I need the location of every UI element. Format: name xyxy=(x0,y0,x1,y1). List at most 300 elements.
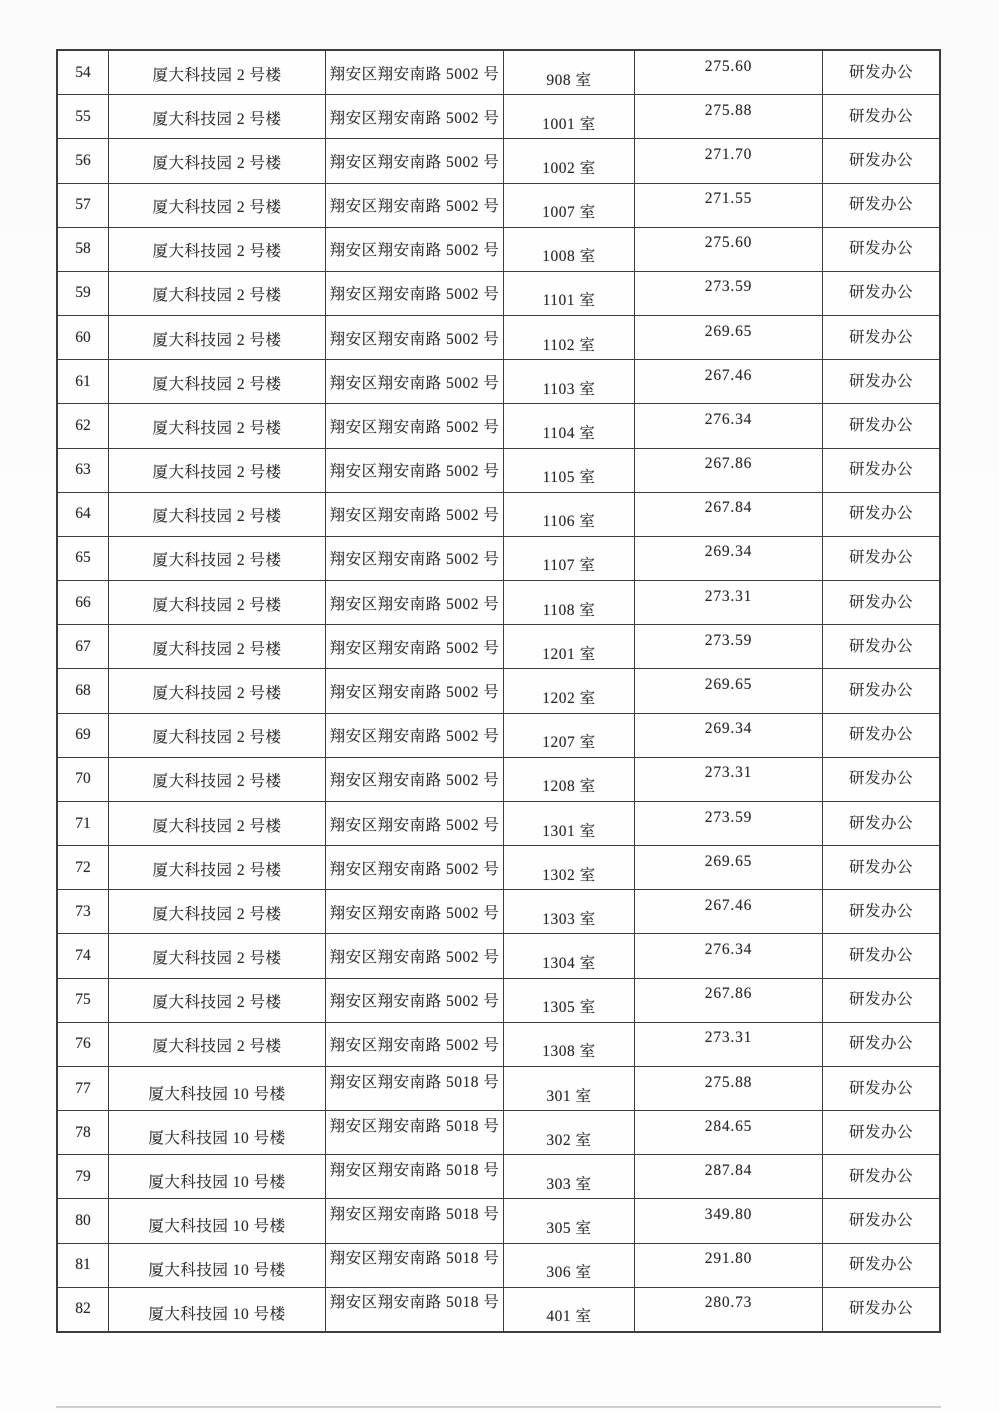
room-text: 1104 室 xyxy=(542,424,596,442)
building-text: 厦大科技园 2 号楼 xyxy=(152,66,282,84)
building-cell xyxy=(109,95,326,138)
usage-cell xyxy=(823,404,939,447)
room-text: 908 室 xyxy=(546,71,592,89)
row-number-cell xyxy=(58,1288,109,1331)
building-text: 厦大科技园 2 号楼 xyxy=(152,729,282,747)
building-text: 厦大科技园 2 号楼 xyxy=(152,508,282,526)
room-cell xyxy=(504,1067,635,1110)
building-cell xyxy=(109,139,326,182)
area-cell xyxy=(635,51,823,94)
table-row xyxy=(58,846,939,890)
room-text: 301 室 xyxy=(546,1087,592,1105)
row-number-text: 61 xyxy=(75,372,91,390)
usage-cell xyxy=(823,846,939,889)
address-cell xyxy=(326,1023,504,1066)
address-text: 翔安区翔安南路 5018 号 xyxy=(329,1117,500,1135)
area-cell xyxy=(635,404,823,447)
row-number-cell xyxy=(58,51,109,94)
building-cell xyxy=(109,846,326,889)
area-cell xyxy=(635,802,823,845)
room-cell xyxy=(504,1244,635,1287)
room-text: 1202 室 xyxy=(542,689,596,707)
area-text: 267.86 xyxy=(704,985,753,1003)
room-cell xyxy=(504,714,635,757)
area-text: 275.60 xyxy=(704,234,753,252)
usage-cell xyxy=(823,1288,939,1331)
area-text: 273.59 xyxy=(704,631,753,649)
room-cell xyxy=(504,316,635,359)
table-row xyxy=(58,1155,939,1199)
row-number-cell xyxy=(58,846,109,889)
row-number-cell xyxy=(58,979,109,1022)
row-number-text: 76 xyxy=(75,1035,91,1053)
row-number-text: 75 xyxy=(75,991,91,1009)
address-cell xyxy=(326,1111,504,1154)
address-text: 翔安区翔安南路 5002 号 xyxy=(329,683,500,701)
room-cell xyxy=(504,1155,635,1198)
room-text: 401 室 xyxy=(546,1308,592,1326)
row-number-text: 71 xyxy=(75,814,91,832)
address-cell xyxy=(326,1155,504,1198)
room-text: 1208 室 xyxy=(542,778,596,796)
row-number-text: 81 xyxy=(75,1256,91,1274)
row-number-text: 82 xyxy=(75,1300,91,1318)
usage-cell xyxy=(823,1199,939,1242)
address-cell xyxy=(326,537,504,580)
room-text: 1007 室 xyxy=(542,204,596,222)
table-row xyxy=(58,669,939,713)
row-number-cell xyxy=(58,1199,109,1242)
building-cell xyxy=(109,1288,326,1331)
row-number-text: 57 xyxy=(75,196,91,214)
address-cell xyxy=(326,184,504,227)
area-text: 280.73 xyxy=(704,1294,753,1312)
usage-text: 研发办公 xyxy=(848,770,913,788)
address-text: 翔安区翔安南路 5002 号 xyxy=(329,728,500,746)
room-text: 1302 室 xyxy=(542,866,596,884)
building-cell xyxy=(109,449,326,492)
usage-text: 研发办公 xyxy=(848,814,913,832)
table-row xyxy=(58,404,939,448)
address-text: 翔安区翔安南路 5002 号 xyxy=(329,1037,500,1055)
area-text: 284.65 xyxy=(704,1117,753,1135)
usage-text: 研发办公 xyxy=(848,681,913,699)
building-cell xyxy=(109,537,326,580)
room-cell xyxy=(504,360,635,403)
row-number-text: 68 xyxy=(75,681,91,699)
area-text: 275.88 xyxy=(704,101,753,119)
address-cell xyxy=(326,846,504,889)
usage-text: 研发办公 xyxy=(848,1035,913,1053)
room-cell xyxy=(504,1111,635,1154)
row-number-text: 66 xyxy=(75,593,91,611)
table-row xyxy=(58,1244,939,1288)
table-row xyxy=(58,934,939,978)
area-cell xyxy=(635,758,823,801)
address-cell xyxy=(326,581,504,624)
table-row xyxy=(58,714,939,758)
building-cell xyxy=(109,581,326,624)
usage-cell xyxy=(823,1023,939,1066)
area-text: 267.46 xyxy=(704,896,753,914)
room-cell xyxy=(504,669,635,712)
building-cell xyxy=(109,51,326,94)
usage-text: 研发办公 xyxy=(848,240,913,258)
usage-text: 研发办公 xyxy=(848,1079,913,1097)
usage-cell xyxy=(823,449,939,492)
building-cell xyxy=(109,979,326,1022)
area-cell xyxy=(635,846,823,889)
address-cell xyxy=(326,272,504,315)
table-row xyxy=(58,51,939,95)
usage-text: 研发办公 xyxy=(848,1300,913,1318)
room-text: 1201 室 xyxy=(542,645,596,663)
table-row xyxy=(58,802,939,846)
row-number-cell xyxy=(58,625,109,668)
table-row xyxy=(58,184,939,228)
building-text: 厦大科技园 2 号楼 xyxy=(152,684,282,702)
address-text: 翔安区翔安南路 5002 号 xyxy=(329,595,500,613)
property-table xyxy=(56,49,941,1333)
area-cell xyxy=(635,1244,823,1287)
address-cell xyxy=(326,493,504,536)
address-cell xyxy=(326,360,504,403)
address-cell xyxy=(326,758,504,801)
building-cell xyxy=(109,272,326,315)
room-cell xyxy=(504,846,635,889)
row-number-cell xyxy=(58,1067,109,1110)
address-text: 翔安区翔安南路 5002 号 xyxy=(329,109,500,127)
row-number-cell xyxy=(58,1111,109,1154)
row-number-text: 58 xyxy=(75,240,91,258)
address-cell xyxy=(326,404,504,447)
usage-cell xyxy=(823,979,939,1022)
building-text: 厦大科技园 2 号楼 xyxy=(152,817,282,835)
address-text: 翔安区翔安南路 5002 号 xyxy=(329,639,500,657)
area-cell xyxy=(635,714,823,757)
building-cell xyxy=(109,316,326,359)
row-number-text: 55 xyxy=(75,107,91,125)
usage-cell xyxy=(823,1244,939,1287)
address-cell xyxy=(326,802,504,845)
address-text: 翔安区翔安南路 5002 号 xyxy=(329,286,500,304)
row-number-text: 60 xyxy=(75,328,91,346)
area-cell xyxy=(635,1023,823,1066)
room-cell xyxy=(504,581,635,624)
building-text: 厦大科技园 2 号楼 xyxy=(152,1038,282,1056)
address-cell xyxy=(326,139,504,182)
row-number-cell xyxy=(58,669,109,712)
building-text: 厦大科技园 2 号楼 xyxy=(152,950,282,968)
address-text: 翔安区翔安南路 5002 号 xyxy=(329,551,500,569)
building-cell xyxy=(109,669,326,712)
room-cell xyxy=(504,625,635,668)
row-number-cell xyxy=(58,228,109,271)
row-number-cell xyxy=(58,1244,109,1287)
building-text: 厦大科技园 10 号楼 xyxy=(148,1262,286,1280)
row-number-cell xyxy=(58,272,109,315)
address-cell xyxy=(326,51,504,94)
row-number-text: 63 xyxy=(75,461,91,479)
address-cell xyxy=(326,714,504,757)
address-text: 翔安区翔安南路 5018 号 xyxy=(329,1206,500,1224)
area-cell xyxy=(635,272,823,315)
usage-cell xyxy=(823,95,939,138)
area-text: 269.34 xyxy=(704,720,753,738)
area-cell xyxy=(635,360,823,403)
usage-text: 研发办公 xyxy=(848,947,913,965)
usage-cell xyxy=(823,316,939,359)
row-number-cell xyxy=(58,449,109,492)
address-cell xyxy=(326,669,504,712)
area-text: 273.59 xyxy=(704,278,753,296)
building-text: 厦大科技园 2 号楼 xyxy=(152,287,282,305)
address-cell xyxy=(326,625,504,668)
building-cell xyxy=(109,1155,326,1198)
address-text: 翔安区翔安南路 5002 号 xyxy=(329,772,500,790)
row-number-cell xyxy=(58,184,109,227)
building-cell xyxy=(109,802,326,845)
building-text: 厦大科技园 2 号楼 xyxy=(152,596,282,614)
row-number-cell xyxy=(58,316,109,359)
row-number-cell xyxy=(58,758,109,801)
address-cell xyxy=(326,1288,504,1331)
area-cell xyxy=(635,449,823,492)
area-cell xyxy=(635,1111,823,1154)
row-number-text: 59 xyxy=(75,284,91,302)
address-text: 翔安区翔安南路 5002 号 xyxy=(329,242,500,260)
usage-text: 研发办公 xyxy=(848,63,913,81)
page-bottom-line xyxy=(56,1406,941,1408)
usage-cell xyxy=(823,493,939,536)
row-number-cell xyxy=(58,404,109,447)
usage-text: 研发办公 xyxy=(848,196,913,214)
building-text: 厦大科技园 2 号楼 xyxy=(152,861,282,879)
room-cell xyxy=(504,758,635,801)
area-cell xyxy=(635,581,823,624)
building-text: 厦大科技园 10 号楼 xyxy=(148,1085,286,1103)
area-text: 269.65 xyxy=(704,322,753,340)
building-cell xyxy=(109,1023,326,1066)
row-number-text: 56 xyxy=(75,151,91,169)
table-row xyxy=(58,979,939,1023)
usage-text: 研发办公 xyxy=(848,1123,913,1141)
address-text: 翔安区翔安南路 5018 号 xyxy=(329,1294,500,1312)
area-text: 287.84 xyxy=(704,1161,753,1179)
usage-cell xyxy=(823,1155,939,1198)
room-text: 1001 室 xyxy=(542,115,596,133)
address-text: 翔安区翔安南路 5002 号 xyxy=(329,65,500,83)
area-cell xyxy=(635,1155,823,1198)
area-cell xyxy=(635,184,823,227)
address-text: 翔安区翔安南路 5002 号 xyxy=(329,816,500,834)
building-cell xyxy=(109,1111,326,1154)
room-cell xyxy=(504,272,635,315)
building-text: 厦大科技园 2 号楼 xyxy=(152,419,282,437)
area-cell xyxy=(635,625,823,668)
address-text: 翔安区翔安南路 5002 号 xyxy=(329,153,500,171)
room-cell xyxy=(504,537,635,580)
usage-text: 研发办公 xyxy=(848,637,913,655)
area-cell xyxy=(635,139,823,182)
usage-cell xyxy=(823,51,939,94)
row-number-text: 74 xyxy=(75,947,91,965)
room-cell xyxy=(504,802,635,845)
room-text: 302 室 xyxy=(546,1131,592,1149)
address-text: 翔安区翔安南路 5002 号 xyxy=(329,374,500,392)
usage-cell xyxy=(823,537,939,580)
room-text: 1008 室 xyxy=(542,248,596,266)
building-cell xyxy=(109,625,326,668)
building-text: 厦大科技园 2 号楼 xyxy=(152,375,282,393)
area-cell xyxy=(635,228,823,271)
row-number-text: 77 xyxy=(75,1079,91,1097)
address-text: 翔安区翔安南路 5002 号 xyxy=(329,463,500,481)
area-text: 267.46 xyxy=(704,366,753,384)
address-cell xyxy=(326,1067,504,1110)
room-text: 1102 室 xyxy=(542,336,596,354)
area-cell xyxy=(635,537,823,580)
building-cell xyxy=(109,714,326,757)
usage-cell xyxy=(823,758,939,801)
building-text: 厦大科技园 2 号楼 xyxy=(152,199,282,217)
room-cell xyxy=(504,934,635,977)
area-text: 267.84 xyxy=(704,499,753,517)
room-text: 1304 室 xyxy=(542,955,596,973)
row-number-cell xyxy=(58,1155,109,1198)
table-row xyxy=(58,581,939,625)
usage-cell xyxy=(823,139,939,182)
usage-cell xyxy=(823,1067,939,1110)
table-row xyxy=(58,1023,939,1067)
building-cell xyxy=(109,228,326,271)
usage-text: 研发办公 xyxy=(848,107,913,125)
building-text: 厦大科技园 2 号楼 xyxy=(152,552,282,570)
row-number-text: 65 xyxy=(75,549,91,567)
usage-text: 研发办公 xyxy=(848,549,913,567)
room-text: 1108 室 xyxy=(542,601,596,619)
room-cell xyxy=(504,449,635,492)
area-cell xyxy=(635,1288,823,1331)
room-cell xyxy=(504,184,635,227)
building-cell xyxy=(109,758,326,801)
building-text: 厦大科技园 10 号楼 xyxy=(148,1129,286,1147)
row-number-cell xyxy=(58,493,109,536)
room-cell xyxy=(504,228,635,271)
usage-cell xyxy=(823,272,939,315)
room-cell xyxy=(504,1023,635,1066)
usage-text: 研发办公 xyxy=(848,726,913,744)
room-text: 1106 室 xyxy=(542,513,596,531)
address-cell xyxy=(326,934,504,977)
room-cell xyxy=(504,51,635,94)
address-cell xyxy=(326,979,504,1022)
address-text: 翔安区翔安南路 5018 号 xyxy=(329,1161,500,1179)
building-text: 厦大科技园 2 号楼 xyxy=(152,640,282,658)
row-number-text: 78 xyxy=(75,1123,91,1141)
address-text: 翔安区翔安南路 5018 号 xyxy=(329,1250,500,1268)
address-text: 翔安区翔安南路 5002 号 xyxy=(329,330,500,348)
address-cell xyxy=(326,1199,504,1242)
table-row xyxy=(58,95,939,139)
row-number-text: 70 xyxy=(75,770,91,788)
usage-cell xyxy=(823,714,939,757)
room-text: 1103 室 xyxy=(542,380,596,398)
usage-text: 研发办公 xyxy=(848,593,913,611)
row-number-text: 62 xyxy=(75,416,91,434)
row-number-cell xyxy=(58,890,109,933)
area-text: 349.80 xyxy=(704,1206,753,1224)
address-text: 翔安区翔安南路 5002 号 xyxy=(329,198,500,216)
usage-cell xyxy=(823,360,939,403)
area-cell xyxy=(635,95,823,138)
building-cell xyxy=(109,1067,326,1110)
room-text: 303 室 xyxy=(546,1175,592,1193)
row-number-cell xyxy=(58,360,109,403)
building-text: 厦大科技园 2 号楼 xyxy=(152,905,282,923)
room-text: 1305 室 xyxy=(542,999,596,1017)
row-number-cell xyxy=(58,1023,109,1066)
address-cell xyxy=(326,228,504,271)
usage-text: 研发办公 xyxy=(848,991,913,1009)
address-text: 翔安区翔安南路 5002 号 xyxy=(329,507,500,525)
building-text: 厦大科技园 10 号楼 xyxy=(148,1218,286,1236)
room-text: 1207 室 xyxy=(542,734,596,752)
row-number-cell xyxy=(58,537,109,580)
row-number-cell xyxy=(58,934,109,977)
usage-text: 研发办公 xyxy=(848,1167,913,1185)
usage-text: 研发办公 xyxy=(848,858,913,876)
row-number-text: 73 xyxy=(75,902,91,920)
table-row xyxy=(58,625,939,669)
building-cell xyxy=(109,360,326,403)
area-cell xyxy=(635,316,823,359)
row-number-text: 69 xyxy=(75,726,91,744)
building-text: 厦大科技园 2 号楼 xyxy=(152,464,282,482)
building-cell xyxy=(109,1199,326,1242)
building-cell xyxy=(109,493,326,536)
area-cell xyxy=(635,934,823,977)
table-row xyxy=(58,316,939,360)
room-text: 305 室 xyxy=(546,1220,592,1238)
area-text: 273.31 xyxy=(704,587,753,605)
row-number-text: 72 xyxy=(75,858,91,876)
area-text: 269.34 xyxy=(704,543,753,561)
address-cell xyxy=(326,890,504,933)
area-text: 269.65 xyxy=(704,852,753,870)
table-row xyxy=(58,890,939,934)
address-text: 翔安区翔安南路 5002 号 xyxy=(329,993,500,1011)
usage-text: 研发办公 xyxy=(848,461,913,479)
table-row xyxy=(58,1288,939,1331)
table-row xyxy=(58,228,939,272)
table-row xyxy=(58,758,939,802)
building-text: 厦大科技园 10 号楼 xyxy=(148,1306,286,1324)
area-cell xyxy=(635,1067,823,1110)
usage-cell xyxy=(823,890,939,933)
area-text: 269.65 xyxy=(704,675,753,693)
address-text: 翔安区翔安南路 5002 号 xyxy=(329,904,500,922)
area-text: 276.34 xyxy=(704,410,753,428)
building-text: 厦大科技园 2 号楼 xyxy=(152,243,282,261)
building-text: 厦大科技园 2 号楼 xyxy=(152,154,282,172)
area-text: 267.86 xyxy=(704,455,753,473)
area-cell xyxy=(635,1199,823,1242)
table-row xyxy=(58,1199,939,1243)
row-number-cell xyxy=(58,581,109,624)
area-text: 276.34 xyxy=(704,941,753,959)
row-number-text: 80 xyxy=(75,1212,91,1230)
